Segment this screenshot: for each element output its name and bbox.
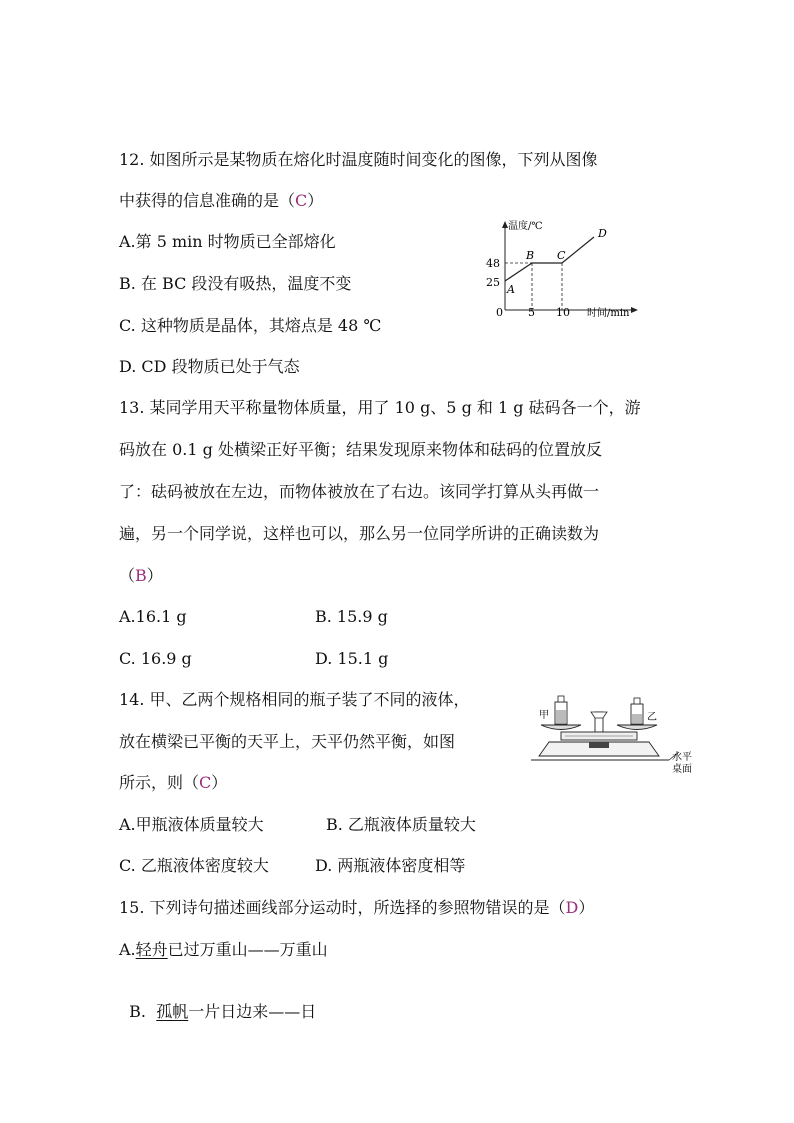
q13-answer-open: （ [119, 566, 136, 585]
q14-option-b: B. 乙瓶液体质量较大 [326, 815, 476, 834]
q12-y-tick-25: 25 [486, 276, 500, 289]
q13-stem-line-3: 了：砝码被放在左边，而物体被放在了右边。该同学打算从头再做一 [119, 482, 600, 501]
q13-option-a: A.16.1 g [119, 607, 187, 626]
q13-answer-line [119, 566, 163, 586]
q12-x-tick-5: 5 [528, 306, 535, 319]
q12-stem-line-2 [119, 191, 323, 211]
q13-stem-line-2: 码放在 0.1 g 处横梁正好平衡；结果发现原来物体和砝码的位置放反 [119, 440, 602, 459]
q13-option-d: D. 15.1 g [315, 649, 389, 668]
q12-x-axis-label: 时间/min [587, 308, 630, 319]
q14-stem-text: 所示，则（ [119, 773, 200, 792]
q12-point-d: D [598, 227, 607, 240]
q12-point-b: B [526, 249, 535, 262]
q15-answer: D [565, 898, 579, 917]
q12-x-tick-10: 10 [556, 306, 570, 319]
q15-option-b [119, 982, 316, 1022]
q12-curve [505, 237, 594, 281]
q14-stem-line-2: 放在横梁已平衡的天平上，天平仍然平衡，如图 [119, 732, 456, 751]
q15-option-b-underlined: 孤帆 [156, 1002, 189, 1021]
q15-stem [119, 898, 594, 918]
q14-balance-figure [527, 690, 707, 775]
q12-point-a: A [507, 283, 515, 296]
q14-table-label-1: 水平 [672, 752, 692, 763]
q12-melting-graph [484, 215, 644, 320]
q13-option-b: B. 15.9 g [315, 607, 388, 626]
q14-stem-line-1: 14. 甲、乙两个规格相同的瓶子装了不同的液体， [119, 690, 470, 709]
q14-table-label-2: 桌面 [672, 764, 692, 775]
q12-option-b: B. 在 BC 段没有吸热，温度不变 [119, 274, 352, 293]
q12-answer: C [295, 191, 308, 210]
q14-option-d: D. 两瓶液体密度相等 [315, 856, 466, 875]
q13-answer: B [135, 566, 147, 585]
q14-option-c: C. 乙瓶液体密度较大 [119, 856, 269, 875]
q14-stem-line-3 [119, 773, 227, 793]
q12-y-tick-48: 48 [486, 257, 500, 270]
q12-y-axis-label: 温度/℃ [508, 221, 543, 232]
q15-option-a-label: A. [119, 940, 136, 959]
q15-option-b-rest: 一片日边来——日 [188, 1002, 317, 1021]
q13-answer-close: ） [146, 566, 163, 585]
q14-option-a: A.甲瓶液体质量较大 [119, 815, 264, 834]
q15-stem-text: 15. 下列诗句描述画线部分运动时，所选择的参照物错误的是（ [119, 898, 566, 917]
q12-point-c: C [557, 249, 566, 262]
q14-stem-close: ） [211, 773, 228, 792]
q14-answer: C [199, 773, 212, 792]
q14-label-jia: 甲 [539, 710, 549, 721]
q14-label-yi: 乙 [647, 712, 657, 723]
q15-option-a-rest: 已过万重山——万重山 [167, 940, 328, 959]
q12-origin-label: 0 [496, 306, 503, 319]
q12-stem-line-1: 12. 如图所示是某物质在熔化时温度随时间变化的图像，下列从图像 [119, 150, 598, 169]
q15-option-b-label: B. [129, 1002, 157, 1021]
q13-option-c: C. 16.9 g [119, 649, 192, 668]
q13-stem-line-4: 遍，另一个同学说，这样也可以，那么另一位同学所讲的正确读数为 [119, 524, 600, 543]
q12-option-c: C. 这种物质是晶体，其熔点是 48 ℃ [119, 316, 382, 335]
q12-option-d: D. CD 段物质已处于气态 [119, 357, 300, 376]
q15-option-a [119, 940, 328, 960]
q12-stem-close: ） [307, 191, 324, 210]
q13-stem-line-1: 13. 某同学用天平称量物体质量，用了 10 g、5 g 和 1 g 砝码各一个，游 [119, 398, 641, 417]
q15-option-a-underlined: 轻舟 [135, 940, 168, 959]
q15-stem-close: ） [578, 898, 595, 917]
q12-stem-text: 中获得的信息准确的是（ [119, 191, 296, 210]
q12-option-a: A.第 5 min 时物质已全部熔化 [119, 232, 336, 251]
